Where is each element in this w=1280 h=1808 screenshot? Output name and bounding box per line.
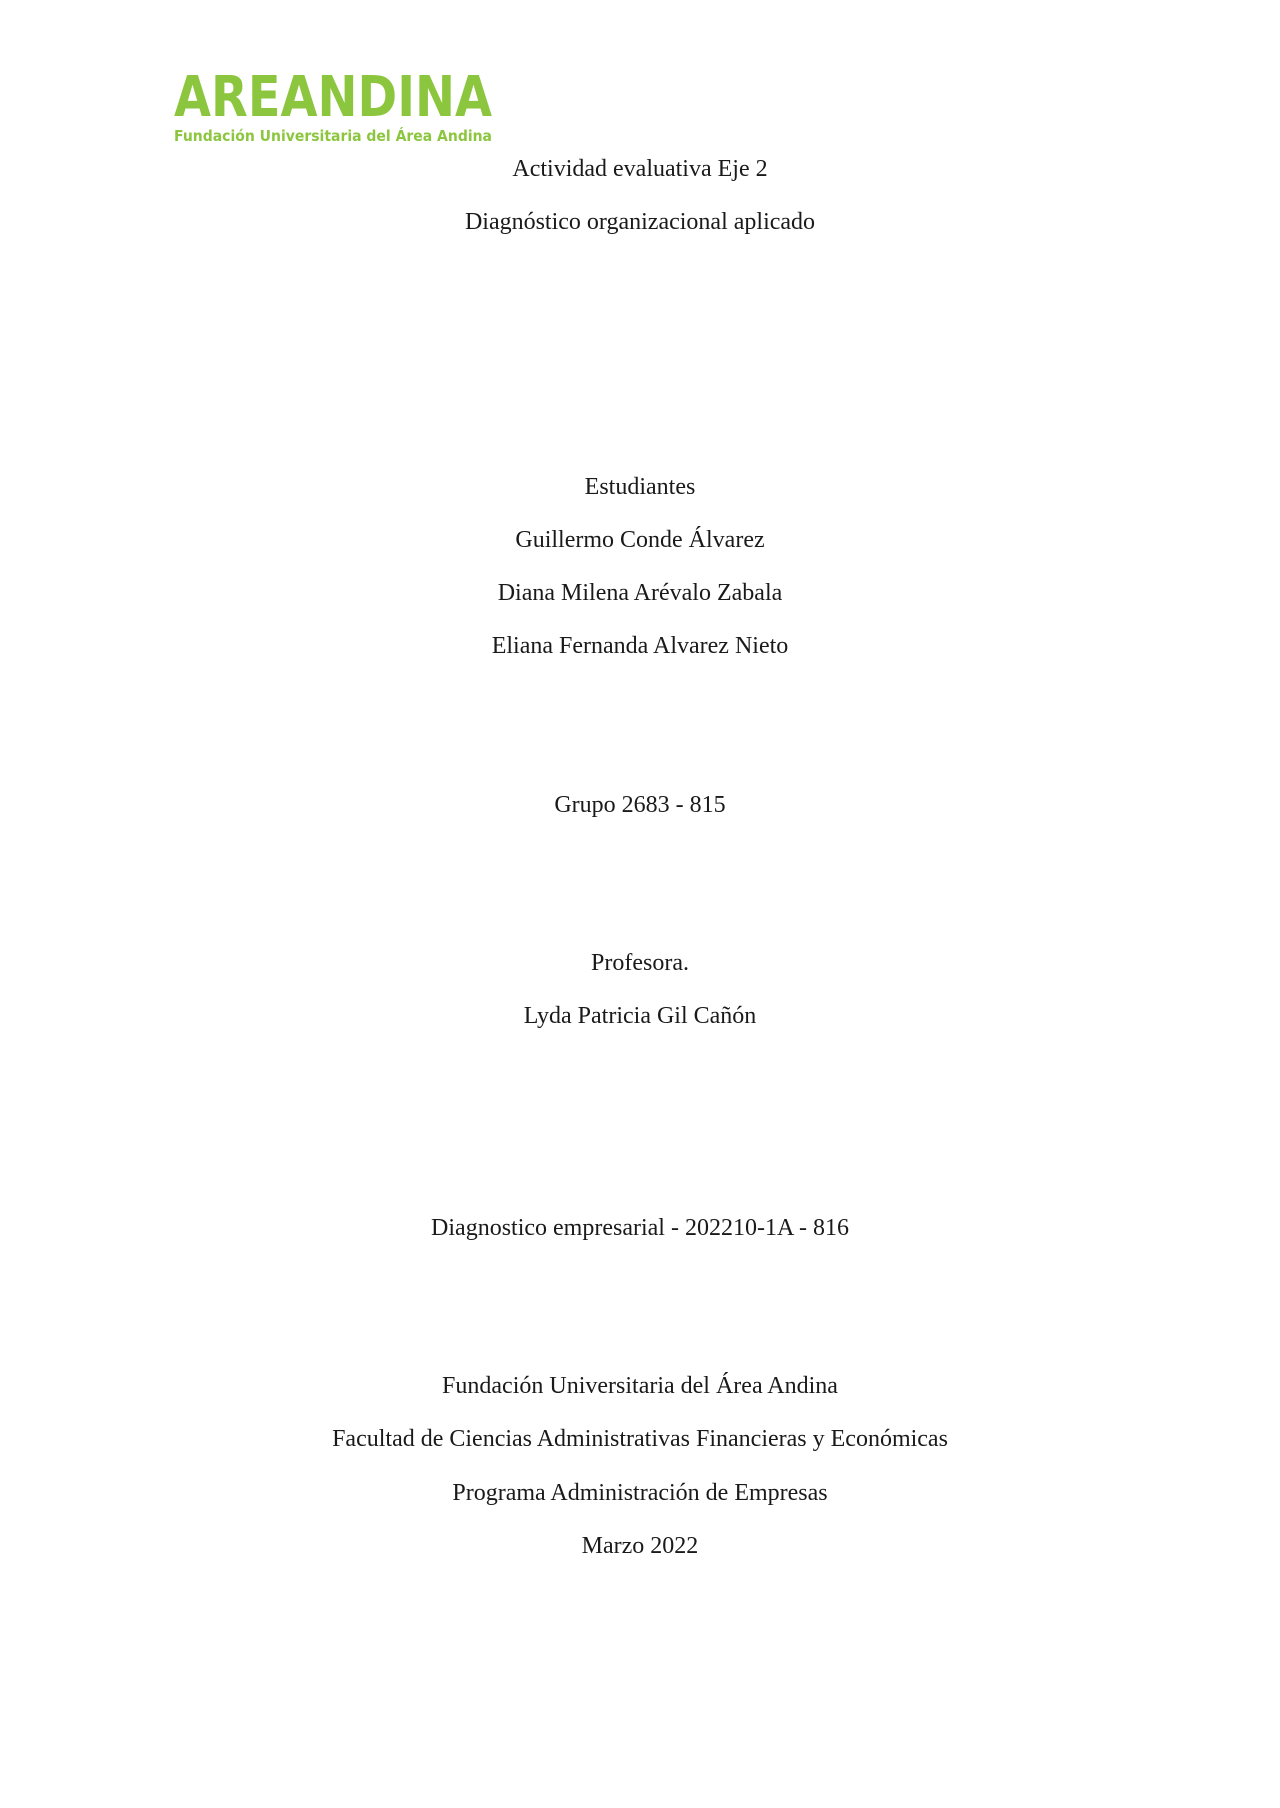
activity-subtitle: Diagnóstico organizacional aplicado	[464, 209, 816, 235]
professor-heading: Profesora.	[591, 950, 689, 976]
faculty-name: Facultad de Ciencias Administrativas Financieras y Económicas	[332, 1426, 948, 1452]
logo-graphic	[172, 58, 516, 148]
areandina-logo	[172, 58, 516, 148]
activity-title: Actividad evaluativa Eje 2	[512, 156, 768, 182]
document-date: Marzo 2022	[581, 1533, 699, 1559]
program-name: Programa Administración de Empresas	[452, 1480, 828, 1506]
group-number: Grupo 2683 - 815	[554, 792, 726, 818]
student-name: Guillermo Conde Álvarez	[515, 527, 765, 553]
student-name: Diana Milena Arévalo Zabala	[497, 580, 783, 606]
professor-name: Lyda Patricia Gil Cañón	[523, 1003, 757, 1029]
logo-tagline: Fundación Universitaria del Área Andina	[174, 127, 516, 145]
students-heading: Estudiantes	[584, 474, 696, 500]
course-name: Diagnostico empresarial - 202210-1A - 816	[431, 1215, 849, 1241]
logo-wordmark: AREANDINA	[174, 65, 493, 130]
institution-name: Fundación Universitaria del Área Andina	[442, 1373, 838, 1399]
student-name: Eliana Fernanda Alvarez Nieto	[491, 633, 789, 659]
